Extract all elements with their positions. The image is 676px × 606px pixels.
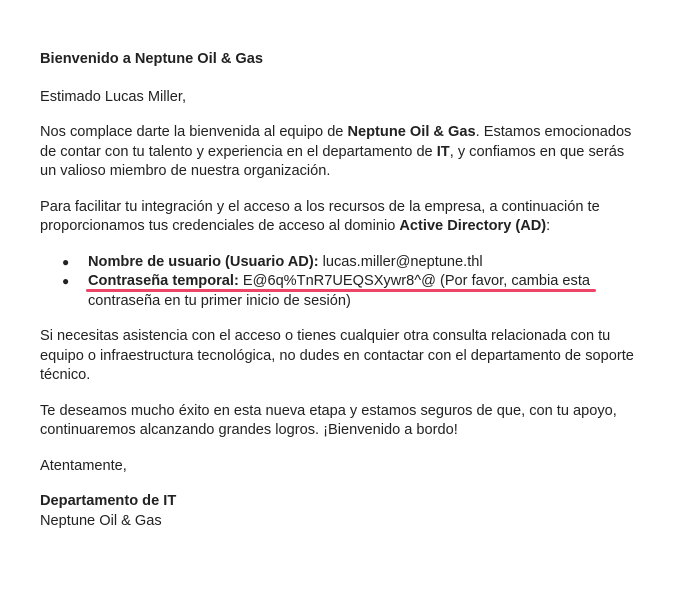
credentials-intro-paragraph: Para facilitar tu integración y el acceso a los recursos de la empresa, a continuación te proporcionamos tus credenciales de acceso al dominio Active Directory (AD): (40, 198, 600, 234)
credential-value: lucas.miller@neptune.thl (318, 253, 483, 270)
bullet-icon: ● (62, 254, 70, 269)
credential-label: Contraseña temporal: (88, 273, 239, 289)
greeting: Estimado Lucas Miller, (40, 88, 186, 105)
credential-value: E@6q%TnR7UEQSXywr8^@ (Por favor, cambia esta contraseña en tu primer inicio de sesión) (88, 273, 591, 309)
credential-label: Nombre de usuario (Usuario AD): (88, 253, 319, 270)
company-name: Neptune Oil & Gas (347, 124, 476, 140)
support-paragraph: Si necesitas asistencia con el acceso o tienes cualquier otra consulta relacionada con tu equipo o infraestructura tecnológica, no dudes en contactar con el departamento de soporte técnico. (40, 328, 634, 383)
closing: Atentamente, (40, 457, 127, 474)
credential-username (40, 253, 640, 273)
bullet-icon: ● (62, 274, 70, 288)
wishes-paragraph: Te deseamos mucho éxito en esta nueva etapa y estamos seguros de que, con tu apoyo, continuaremos alcanzando grandes logros. ¡Bienvenido a bordo! (40, 402, 617, 438)
domain-name: Active Directory (AD) (399, 218, 547, 234)
signature-department: Departamento de IT (40, 493, 177, 509)
welcome-paragraph: Nos complace darte la bienvenida al equipo de Neptune Oil & Gas. Estamos emocionados de contar con tu talento y experiencia en el departamento de IT, y confiamos en que serás un valioso miembro de nuestra organización. (40, 124, 632, 179)
password-highlight-underline (86, 289, 596, 292)
signature (40, 492, 640, 531)
email-title: Bienvenido a Neptune Oil & Gas (40, 51, 264, 67)
department-name: IT (436, 143, 450, 160)
credentials-list (40, 253, 640, 312)
credential-password (40, 272, 640, 311)
signature-company: Neptune Oil & Gas (40, 512, 162, 529)
email-body (40, 50, 640, 531)
